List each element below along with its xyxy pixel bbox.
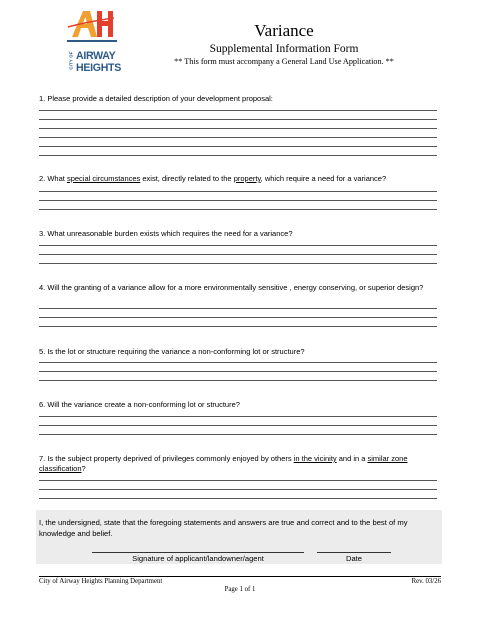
question-1: [39, 94, 437, 104]
answer-line[interactable]: [39, 416, 437, 417]
question-7-text: 7. Is the subject property deprived of privileges commonly enjoyed by others: [39, 454, 294, 463]
question-2-underlined-term: special circumstances: [66, 174, 141, 183]
answer-line[interactable]: [39, 480, 437, 481]
question-7-text: and in a: [336, 454, 368, 463]
date-label: Date: [345, 554, 363, 563]
question-3: [39, 229, 437, 239]
question-2-text: , which require a need for a variance?: [260, 174, 387, 183]
answer-line[interactable]: [39, 254, 437, 255]
question-2-text: 2. What: [39, 174, 67, 183]
answer-line[interactable]: [39, 362, 437, 363]
footer-department: City of Airway Heights Planning Department: [39, 578, 163, 585]
signature-field[interactable]: [92, 552, 304, 553]
answer-line[interactable]: [39, 380, 437, 381]
answer-line[interactable]: [39, 146, 437, 147]
question-7-underlined-term: in the vicinity: [293, 454, 337, 463]
answer-line[interactable]: [39, 263, 437, 264]
question-7-text: ?: [81, 463, 86, 473]
answer-line[interactable]: [39, 245, 437, 246]
answer-line[interactable]: [39, 191, 437, 192]
question-6-text: 6. Will the variance create a non-conforming lot or structure?: [39, 400, 240, 409]
answer-line[interactable]: [39, 128, 437, 129]
footer-divider: [39, 576, 441, 577]
question-6: [39, 400, 437, 410]
signature-label: Signature of applicant/landowner/agent: [132, 554, 264, 563]
question-7: [39, 454, 437, 473]
question-2-text: exist, directly related to the: [140, 174, 234, 183]
answer-line[interactable]: [39, 155, 437, 156]
question-2-underlined-term: property: [233, 174, 261, 183]
question-7-underlined-term: similar zone classification: [39, 454, 408, 473]
answer-line[interactable]: [39, 498, 437, 499]
answer-line[interactable]: [39, 489, 437, 490]
page-number: Page 1 of 1: [224, 586, 256, 593]
logo-city-of: CITY OF: [68, 51, 74, 70]
answer-line[interactable]: [39, 317, 437, 318]
form-notice: ** This form must accompany a General Land Use Application. **: [174, 57, 394, 66]
answer-line[interactable]: [39, 434, 437, 435]
logo-word-heights: HEIGHTS: [76, 62, 121, 74]
answer-line[interactable]: [39, 425, 437, 426]
question-1-text: 1. Please provide a detailed description of your development proposal:: [39, 94, 273, 103]
form-title: Variance: [254, 21, 314, 40]
answer-line[interactable]: [39, 308, 437, 309]
signature-section: [36, 510, 442, 564]
answer-line[interactable]: [39, 371, 437, 372]
answer-line[interactable]: [39, 209, 437, 210]
form-subtitle: Supplemental Information Form: [209, 43, 359, 55]
question-3-text: 3. What unreasonable burden exists which requires the need for a variance?: [39, 229, 293, 238]
answer-line[interactable]: [39, 326, 437, 327]
question-5-text: 5. Is the lot or structure requiring the variance a non-conforming lot or structure?: [39, 347, 305, 356]
question-5: [39, 347, 437, 357]
footer-revision: Rev. 03/26: [411, 578, 441, 585]
answer-line[interactable]: [39, 119, 437, 120]
answer-line[interactable]: [39, 200, 437, 201]
question-4: [39, 283, 437, 293]
answer-line[interactable]: [39, 110, 437, 111]
question-4-text: 4. Will the granting of a variance allow for a more environmentally sensitive , energy conserving, or superior design?: [39, 283, 424, 292]
certification-statement: I, the undersigned, state that the foregoing statements and answers are true and correct and to the best of my knowledge and belief.: [39, 518, 408, 538]
question-2: [39, 174, 437, 184]
date-field[interactable]: [317, 552, 391, 553]
answer-line[interactable]: [39, 137, 437, 138]
logo-word-airway: AIRWAY: [76, 50, 116, 62]
